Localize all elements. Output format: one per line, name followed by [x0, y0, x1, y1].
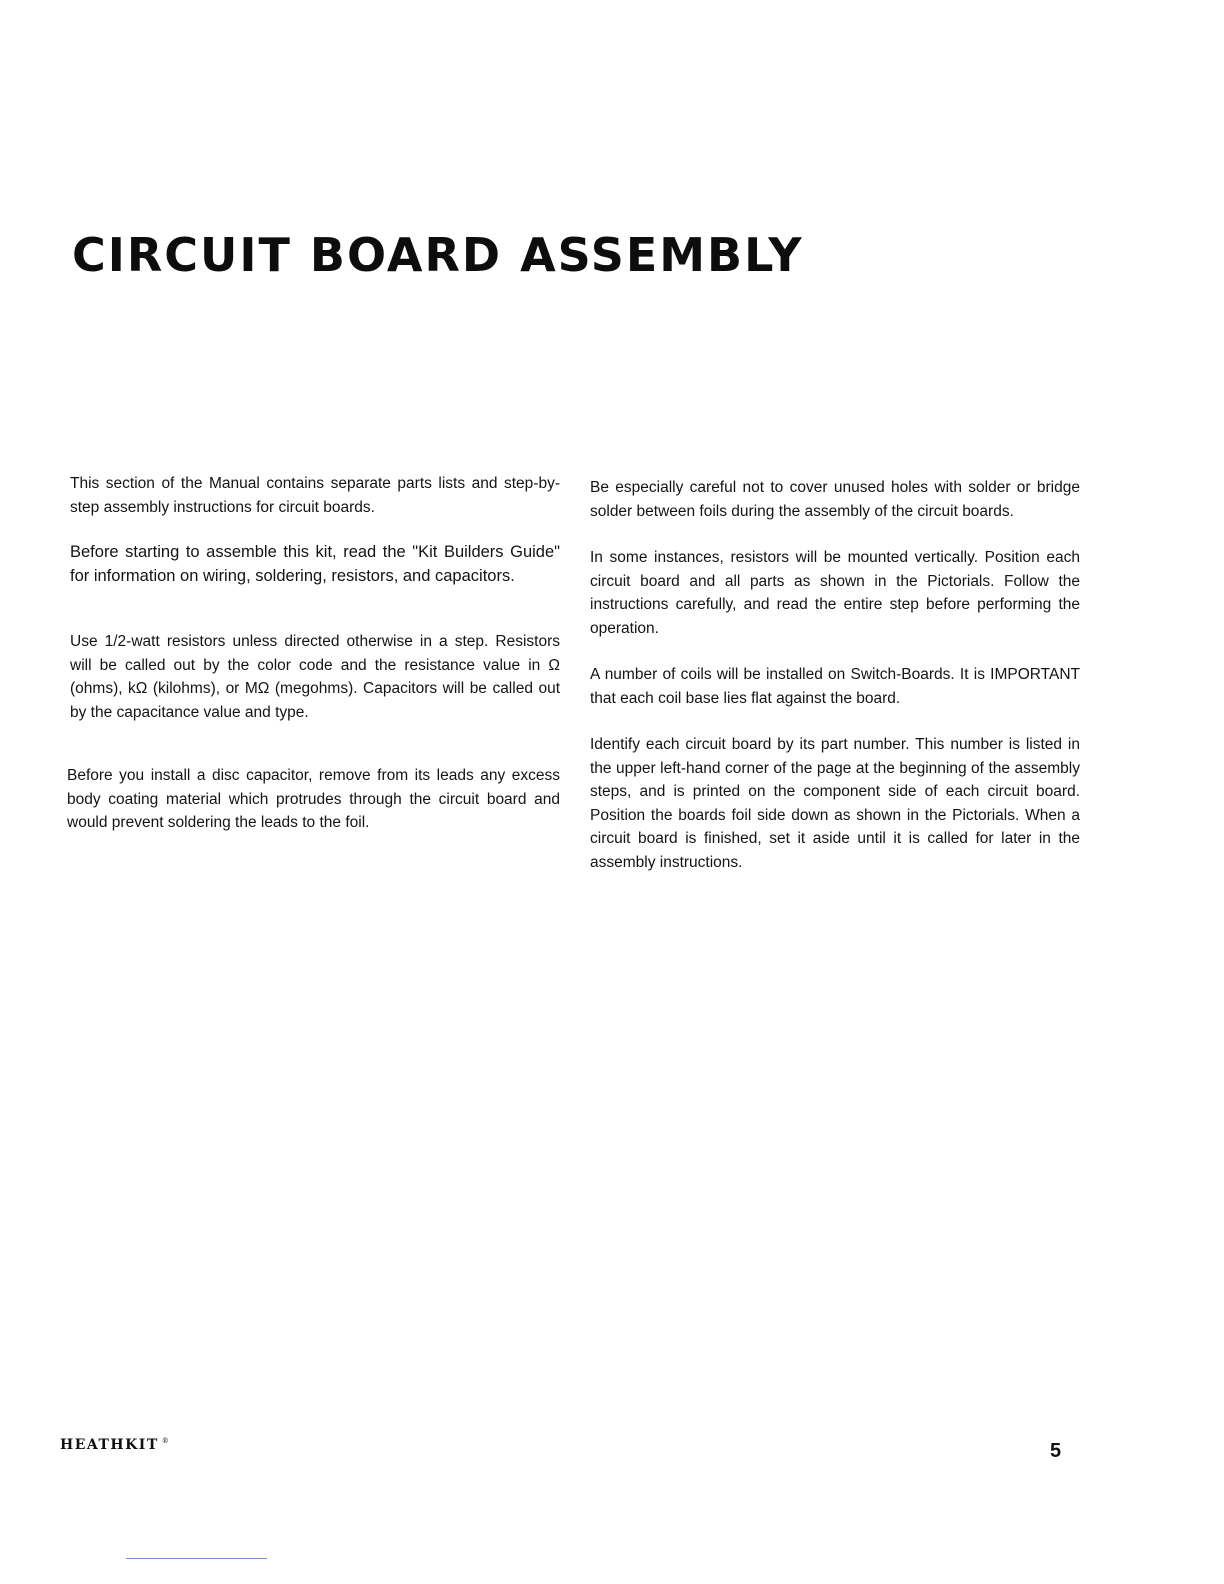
paragraph-resistors-capacitors: Use 1/2-watt resistors unless directed otherwise in a step. Resistors will be called out by the color code and the resistance value in Ω (ohms), kΩ (kilohms), or MΩ (megohms). Capacitors will be called out by the capacitance value and type.: [70, 633, 560, 721]
paragraph-intro: This section of the Manual contains separate parts lists and step-by-step assembly instructions for circuit boards.: [70, 475, 560, 516]
paragraph-disc-capacitor: Before you install a disc capacitor, remove from its leads any excess body coating material which protrudes through the circuit board and would prevent soldering the leads to the foil.: [67, 767, 560, 831]
paragraph-vertical-resistors: In some instances, resistors will be mounted vertically. Position each circuit board and all parts as shown in the Pictorials. Follow the instructions carefully, and read the entire step before performing the operation.: [590, 549, 1080, 637]
registered-mark: ®: [161, 1437, 171, 1446]
right-text-column: [590, 476, 1080, 874]
page-number: 5: [1050, 1440, 1062, 1462]
heathkit-logo-text: HEATHKIT: [60, 1437, 159, 1453]
bottom-link-underline: [126, 1558, 267, 1559]
paragraph-solder-caution: Be especially careful not to cover unused holes with solder or bridge solder between foils during the assembly of the circuit boards.: [590, 479, 1080, 520]
paragraph-identify-boards: Identify each circuit board by its part number. This number is listed in the upper left-hand corner of the page at the beginning of the assembly steps, and is printed on the component side of each circuit board. Position the boards foil side down as shown in the Pictorials. When a circuit board is finished, set it aside until it is called for later in the assembly instructions.: [590, 736, 1080, 871]
heathkit-logo: [60, 1437, 170, 1453]
page-title: CIRCUIT BOARD ASSEMBLY: [72, 228, 804, 282]
paragraph-coils: A number of coils will be installed on Switch-Boards. It is IMPORTANT that each coil base lies flat against the board.: [590, 666, 1080, 707]
paragraph-kit-builders-guide: Before starting to assemble this kit, read the "Kit Builders Guide" for information on wiring, soldering, resistors, and capacitors.: [70, 543, 560, 585]
left-text-column: [67, 472, 560, 835]
